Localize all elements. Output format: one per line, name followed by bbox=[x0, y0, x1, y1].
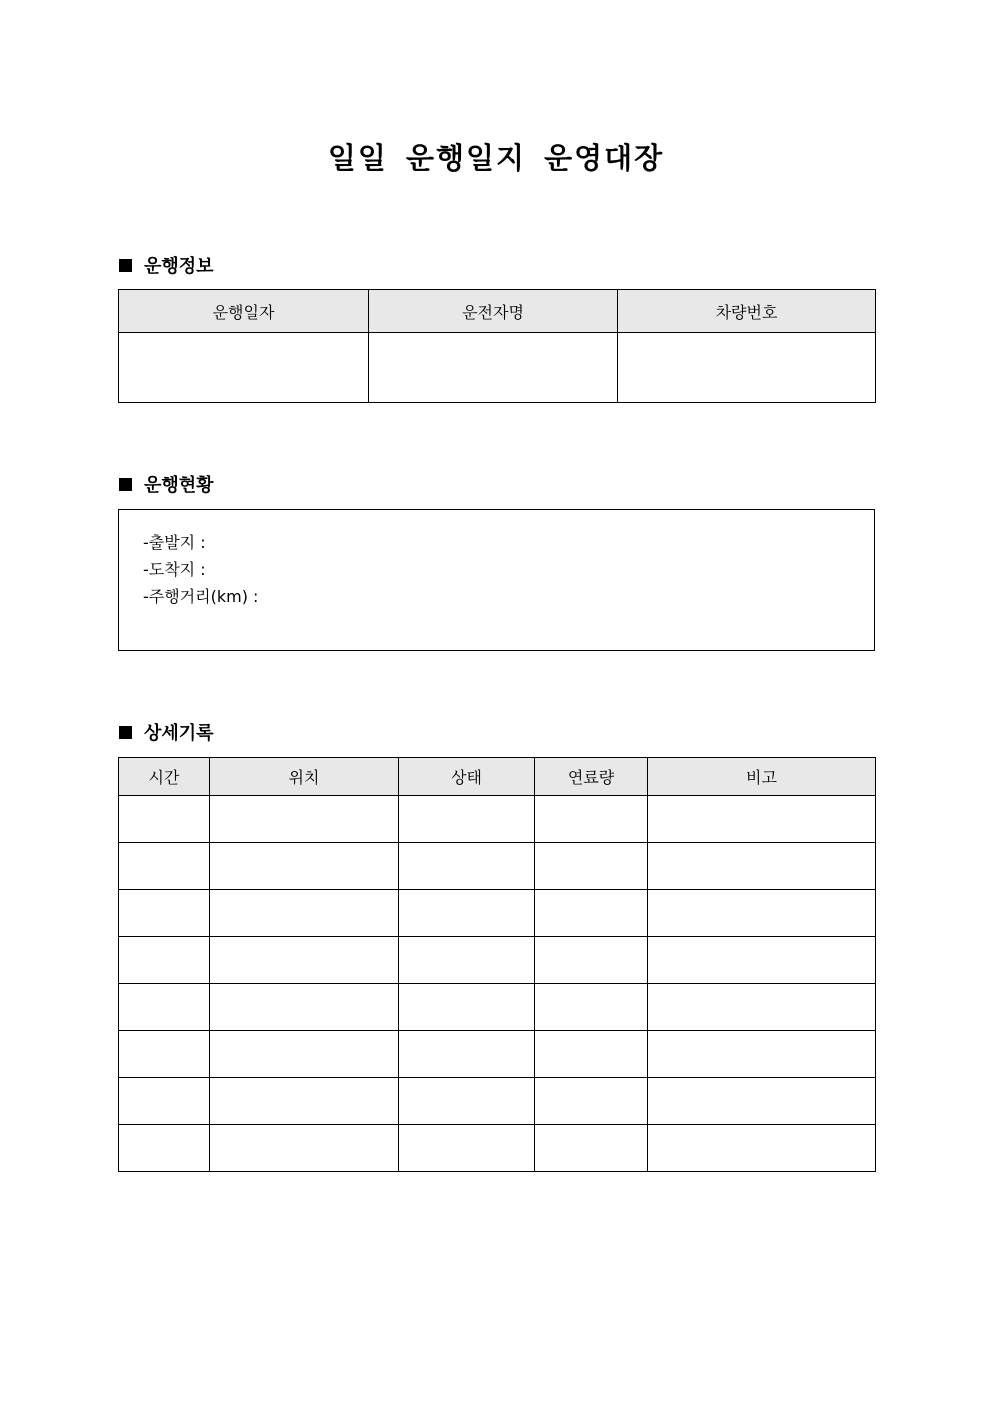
info-header-row bbox=[119, 290, 876, 333]
detail-header-time: 시간 bbox=[119, 758, 210, 796]
location-cell[interactable] bbox=[210, 890, 399, 937]
location-cell[interactable] bbox=[210, 984, 399, 1031]
time-cell[interactable] bbox=[119, 984, 210, 1031]
table-row bbox=[119, 1031, 876, 1078]
table-row bbox=[119, 1125, 876, 1172]
time-cell[interactable] bbox=[119, 843, 210, 890]
detail-header-fuel: 연료량 bbox=[535, 758, 648, 796]
location-cell[interactable] bbox=[210, 1031, 399, 1078]
note-cell[interactable] bbox=[648, 890, 876, 937]
section-heading-info bbox=[119, 253, 214, 277]
table-row bbox=[119, 937, 876, 984]
section-heading-label: 상세기록 bbox=[144, 723, 214, 744]
time-cell[interactable] bbox=[119, 1078, 210, 1125]
status-cell[interactable] bbox=[399, 890, 535, 937]
status-cell[interactable] bbox=[399, 984, 535, 1031]
info-vehicle-cell[interactable] bbox=[618, 333, 876, 403]
time-cell[interactable] bbox=[119, 796, 210, 843]
time-cell[interactable] bbox=[119, 1031, 210, 1078]
time-cell[interactable] bbox=[119, 937, 210, 984]
fuel-cell[interactable] bbox=[535, 1031, 648, 1078]
status-line-distance: -주행거리(km) : bbox=[143, 587, 259, 606]
fuel-cell[interactable] bbox=[535, 984, 648, 1031]
status-line-departure: -출발지 : bbox=[143, 533, 206, 552]
section-heading-label: 운행현황 bbox=[144, 475, 214, 496]
note-cell[interactable] bbox=[648, 937, 876, 984]
table-row bbox=[119, 890, 876, 937]
status-cell[interactable] bbox=[399, 843, 535, 890]
section-heading-details bbox=[119, 720, 214, 744]
status-cell[interactable] bbox=[399, 796, 535, 843]
detail-table bbox=[118, 757, 876, 1172]
info-table bbox=[118, 289, 876, 403]
info-header-driver: 운전자명 bbox=[369, 290, 618, 333]
detail-header-location: 위치 bbox=[210, 758, 399, 796]
table-row bbox=[119, 984, 876, 1031]
square-bullet-icon bbox=[119, 259, 132, 272]
info-header-date: 운행일자 bbox=[119, 290, 369, 333]
note-cell[interactable] bbox=[648, 1078, 876, 1125]
document-title: 일일 운행일지 운영대장 bbox=[327, 141, 665, 175]
section-heading-status bbox=[119, 472, 214, 496]
info-header-vehicle: 차량번호 bbox=[618, 290, 876, 333]
location-cell[interactable] bbox=[210, 843, 399, 890]
note-cell[interactable] bbox=[648, 843, 876, 890]
location-cell[interactable] bbox=[210, 796, 399, 843]
square-bullet-icon bbox=[119, 726, 132, 739]
fuel-cell[interactable] bbox=[535, 1125, 648, 1172]
table-row bbox=[119, 843, 876, 890]
status-cell[interactable] bbox=[399, 1078, 535, 1125]
section-heading-label: 운행정보 bbox=[144, 256, 214, 277]
location-cell[interactable] bbox=[210, 1125, 399, 1172]
note-cell[interactable] bbox=[648, 1031, 876, 1078]
note-cell[interactable] bbox=[648, 1125, 876, 1172]
table-row bbox=[119, 796, 876, 843]
fuel-cell[interactable] bbox=[535, 1078, 648, 1125]
detail-header-status: 상태 bbox=[399, 758, 535, 796]
fuel-cell[interactable] bbox=[535, 890, 648, 937]
status-cell[interactable] bbox=[399, 1031, 535, 1078]
table-row bbox=[119, 1078, 876, 1125]
location-cell[interactable] bbox=[210, 1078, 399, 1125]
time-cell[interactable] bbox=[119, 890, 210, 937]
info-date-cell[interactable] bbox=[119, 333, 369, 403]
status-cell[interactable] bbox=[399, 1125, 535, 1172]
fuel-cell[interactable] bbox=[535, 937, 648, 984]
note-cell[interactable] bbox=[648, 984, 876, 1031]
square-bullet-icon bbox=[119, 478, 132, 491]
status-box[interactable] bbox=[118, 509, 875, 651]
info-driver-cell[interactable] bbox=[369, 333, 618, 403]
time-cell[interactable] bbox=[119, 1125, 210, 1172]
status-cell[interactable] bbox=[399, 937, 535, 984]
detail-header-row bbox=[119, 758, 876, 796]
status-line-arrival: -도착지 : bbox=[143, 560, 206, 579]
info-input-row bbox=[119, 333, 876, 403]
fuel-cell[interactable] bbox=[535, 796, 648, 843]
note-cell[interactable] bbox=[648, 796, 876, 843]
detail-header-note: 비고 bbox=[648, 758, 876, 796]
location-cell[interactable] bbox=[210, 937, 399, 984]
fuel-cell[interactable] bbox=[535, 843, 648, 890]
